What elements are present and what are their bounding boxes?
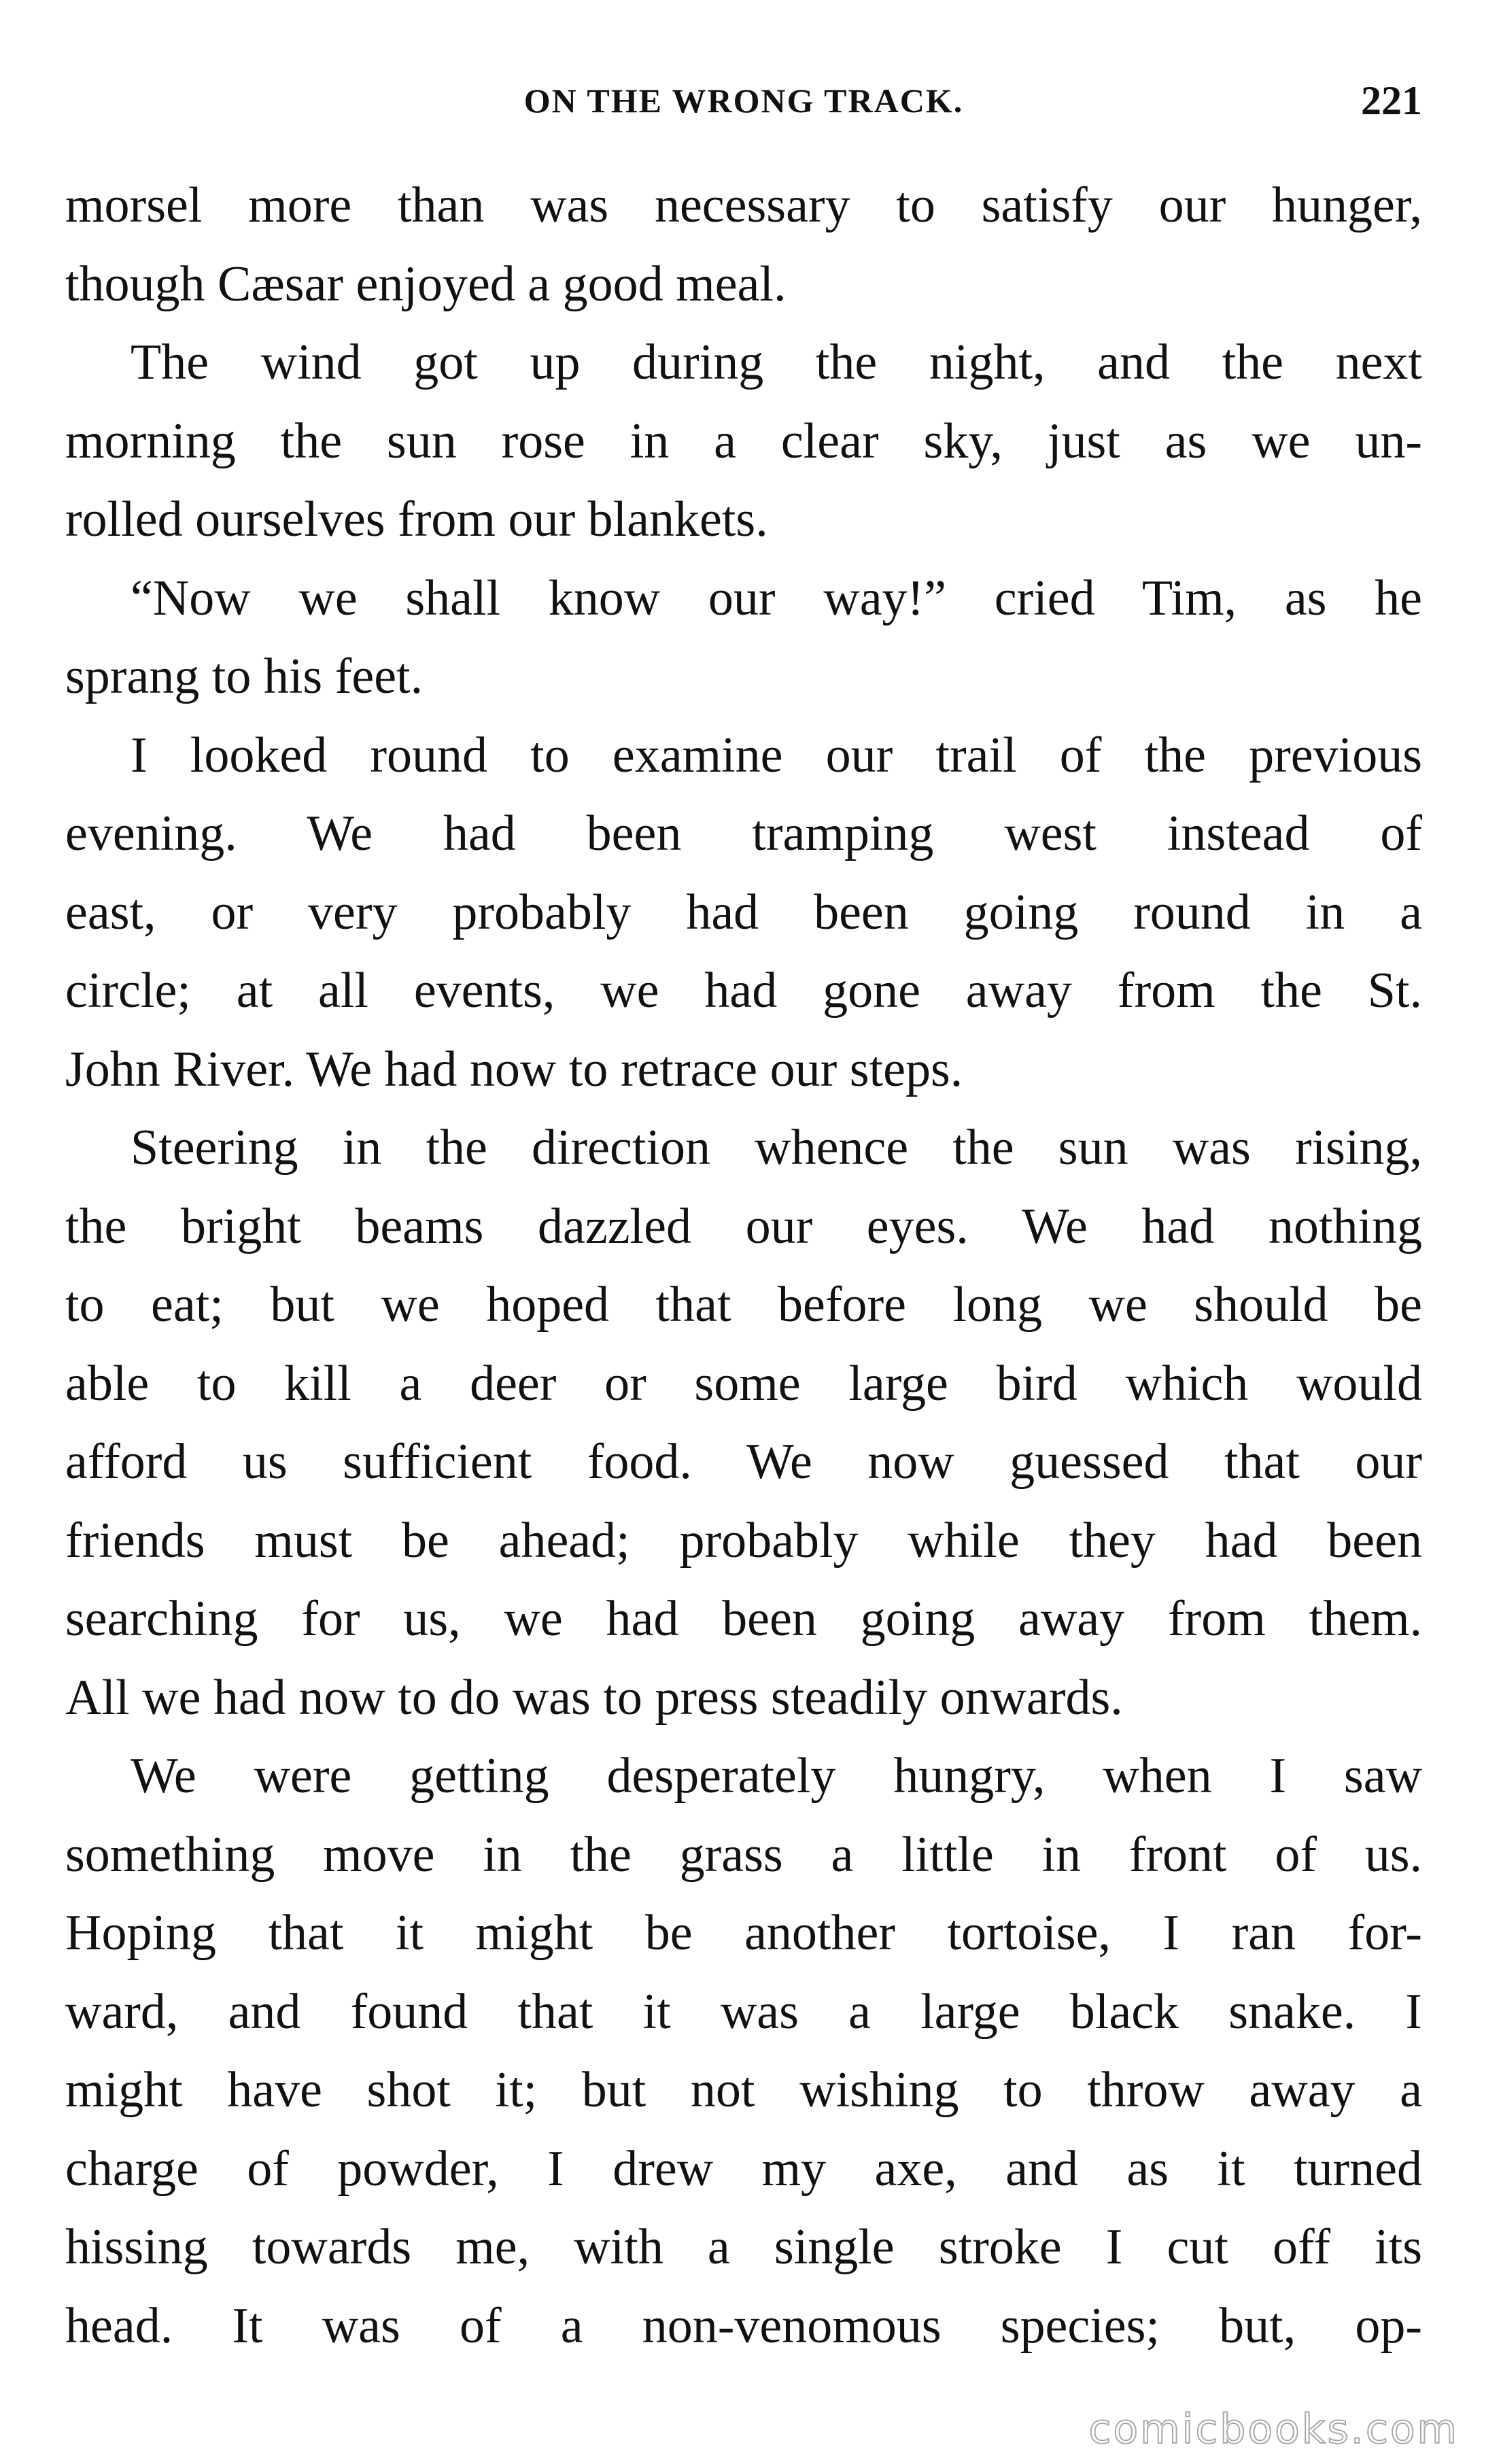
- text-line: to eat; but we hoped that before long we should be: [65, 1277, 1422, 1333]
- text-line: All we had now to do was to press steadily onwards.: [65, 1669, 1123, 1726]
- text-line: charge of powder, I drew my axe, and as it turned: [65, 2140, 1422, 2197]
- text-line: head. It was of a non-venomous species; but, op-: [65, 2297, 1422, 2354]
- watermark: comicbooks.com: [1088, 2406, 1459, 2453]
- text-line: We were getting desperately hungry, when I saw: [131, 1748, 1422, 1804]
- text-line: something move in the grass a little in front of us.: [65, 1826, 1422, 1883]
- text-line: Steering in the direction whence the sun was rising,: [131, 1120, 1422, 1176]
- body-text: [65, 167, 1422, 2365]
- text-line: sprang to his feet.: [65, 649, 424, 704]
- text-line: “Now we shall know our way!” cried Tim, as he: [131, 570, 1422, 626]
- text-line: might have shot it; but not wishing to throw away a: [65, 2062, 1422, 2118]
- text-line: the bright beams dazzled our eyes. We had nothing: [65, 1198, 1422, 1254]
- text-line: though Cæsar enjoyed a good meal.: [65, 256, 787, 312]
- text-line: afford us sufficient food. We now guessed that our: [65, 1434, 1422, 1490]
- page-number: 221: [1361, 78, 1422, 123]
- text-line: The wind got up during the night, and the next: [131, 335, 1422, 390]
- text-line: friends must be ahead; probably while they had been: [65, 1512, 1422, 1569]
- text-line: evening. We had been tramping west instead of: [65, 806, 1422, 861]
- running-head: [65, 73, 1422, 128]
- text-line: morning the sun rose in a clear sky, just as we un-: [65, 413, 1422, 469]
- text-line: Hoping that it might be another tortoise, I ran for-: [65, 1905, 1422, 1961]
- text-line: searching for us, we had been going away from them.: [65, 1591, 1422, 1647]
- text-line: morsel more than was necessary to satisfy our hunger,: [65, 177, 1422, 233]
- text-line: east, or very probably had been going round in a: [65, 884, 1422, 940]
- text-line: hissing towards me, with a single stroke I cut off its: [65, 2219, 1422, 2275]
- text-line: I looked round to examine our trail of the previous: [131, 727, 1422, 783]
- running-title: ON THE WRONG TRACK.: [523, 82, 964, 120]
- text-line: John River. We had now to retrace our steps.: [65, 1041, 963, 1097]
- text-line: able to kill a deer or some large bird which would: [65, 1355, 1422, 1411]
- text-line: ward, and found that it was a large black snake. I: [65, 1983, 1422, 2040]
- text-line: rolled ourselves from our blankets.: [65, 492, 768, 547]
- text-line: circle; at all events, we had gone away from the St.: [65, 963, 1422, 1019]
